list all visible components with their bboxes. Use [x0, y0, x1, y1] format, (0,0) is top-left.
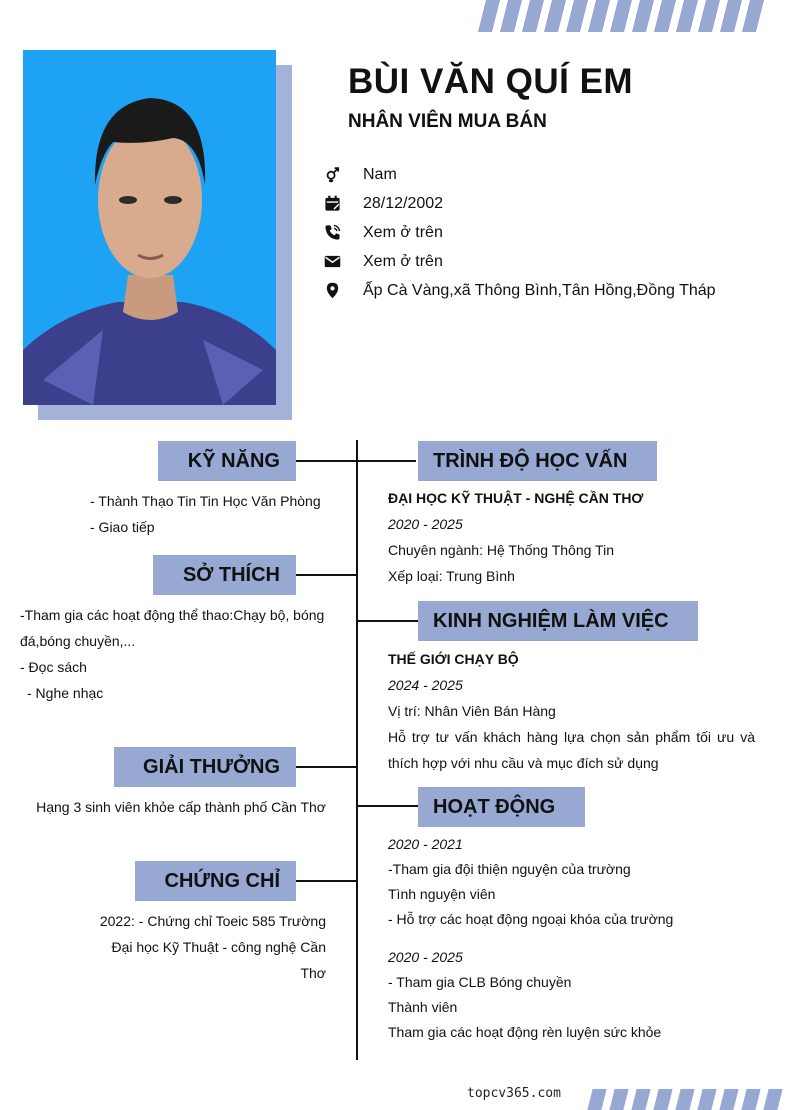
info-email-text: Xem ở trên [363, 252, 443, 270]
education-grade: Xếp loại: Trung Bình [388, 568, 515, 584]
info-birthday [322, 189, 716, 218]
activity-line: Thành viên [388, 999, 458, 1015]
activity-line: Tham gia các hoạt động rèn luyện sức khỏe [388, 1024, 662, 1040]
profile-photo [23, 50, 276, 405]
phone-icon [322, 224, 342, 242]
experience-company: THẾ GIỚI CHẠY BỘ [388, 651, 519, 667]
education-major: Chuyên ngành: Hệ Thống Thông Tin [388, 542, 614, 558]
info-birthday-text: 28/12/2002 [363, 194, 444, 212]
hobby-item: -Tham gia các hoạt động thể thao:Chạy bộ, bóng đá,bóng chuyền,... [20, 607, 325, 649]
skills-section-title: KỸ NĂNG [158, 441, 296, 481]
calendar-icon [322, 195, 342, 213]
experience-section-title: KINH NGHIỆM LÀM VIỆC [418, 601, 698, 641]
location-pin-icon [322, 282, 342, 300]
education-period: 2020 - 2025 [388, 516, 463, 532]
timeline-connector [296, 460, 416, 462]
info-gender [322, 160, 716, 189]
experience-period: 2024 - 2025 [388, 677, 463, 693]
candidate-name: BÙI VĂN QUÍ EM [348, 62, 634, 101]
skill-item: - Giao tiếp [90, 519, 155, 535]
info-email [322, 247, 716, 276]
activity-period: 2020 - 2021 [388, 836, 463, 852]
skills-list [90, 488, 330, 540]
awards-list [20, 794, 326, 820]
education-school: ĐẠI HỌC KỸ THUẬT - NGHỆ CẦN THƠ [388, 490, 644, 506]
info-gender-text: Nam [363, 165, 397, 183]
email-icon [322, 253, 342, 271]
hobby-item: - Đọc sách [20, 659, 87, 675]
awards-section-title: GIẢI THƯỞNG [114, 747, 296, 787]
activity-entry [388, 832, 768, 932]
gender-icon [322, 166, 342, 184]
certificates-section-title: CHỨNG CHỈ [135, 861, 296, 901]
activities-section-title: HOẠT ĐỘNG [418, 787, 585, 827]
activity-line: - Tham gia CLB Bóng chuyền [388, 974, 572, 990]
timeline-connector [296, 574, 358, 576]
activity-period: 2020 - 2025 [388, 949, 463, 965]
skill-item: - Thành Thạo Tin Tin Học Văn Phòng [90, 493, 321, 509]
education-section-title: TRÌNH ĐỘ HỌC VẤN [418, 441, 657, 481]
activity-line: - Hỗ trợ các hoạt động ngoại khóa của trường [388, 911, 674, 927]
award-item: Hạng 3 sinh viên khỏe cấp thành phố Cần Thơ [36, 799, 326, 815]
timeline-connector [296, 880, 358, 882]
timeline-vertical-line [356, 440, 358, 1060]
info-address [322, 276, 716, 305]
experience-description: Hỗ trợ tư vấn khách hàng lựa chọn sản phẩm tối ưu và thích hợp với nhu cầu và mục đích sử dụng [388, 729, 755, 771]
hobbies-list [20, 602, 332, 706]
experience-block [388, 646, 755, 776]
activity-entry [388, 945, 768, 1045]
top-stripe-decoration [482, 0, 760, 32]
certificate-item: 2022: - Chứng chỉ Toeic 585 Trường Đại học Kỹ Thuật - công nghệ Cần Thơ [99, 913, 326, 981]
timeline-connector [356, 620, 418, 622]
education-block [388, 485, 768, 589]
certificates-list [90, 908, 326, 986]
activity-line: -Tham gia đội thiện nguyện của trường [388, 861, 631, 877]
bottom-stripe-decoration [590, 1089, 780, 1110]
hobby-item: - Nghe nhạc [27, 685, 104, 701]
info-address-text: Ấp Cà Vàng,xã Thông Bình,Tân Hồng,Đồng Tháp [363, 281, 716, 299]
experience-position: Vị trí: Nhân Viên Bán Hàng [388, 703, 556, 719]
job-title: NHÂN VIÊN MUA BÁN [348, 111, 547, 132]
info-phone [322, 218, 716, 247]
info-phone-text: Xem ở trên [363, 223, 443, 241]
personal-info-list [322, 160, 716, 305]
footer-site-link[interactable]: topcv365.com [467, 1086, 561, 1101]
hobbies-section-title: SỞ THÍCH [153, 555, 296, 595]
timeline-connector [296, 766, 358, 768]
activity-line: Tình nguyện viên [388, 886, 496, 902]
timeline-connector [356, 805, 418, 807]
